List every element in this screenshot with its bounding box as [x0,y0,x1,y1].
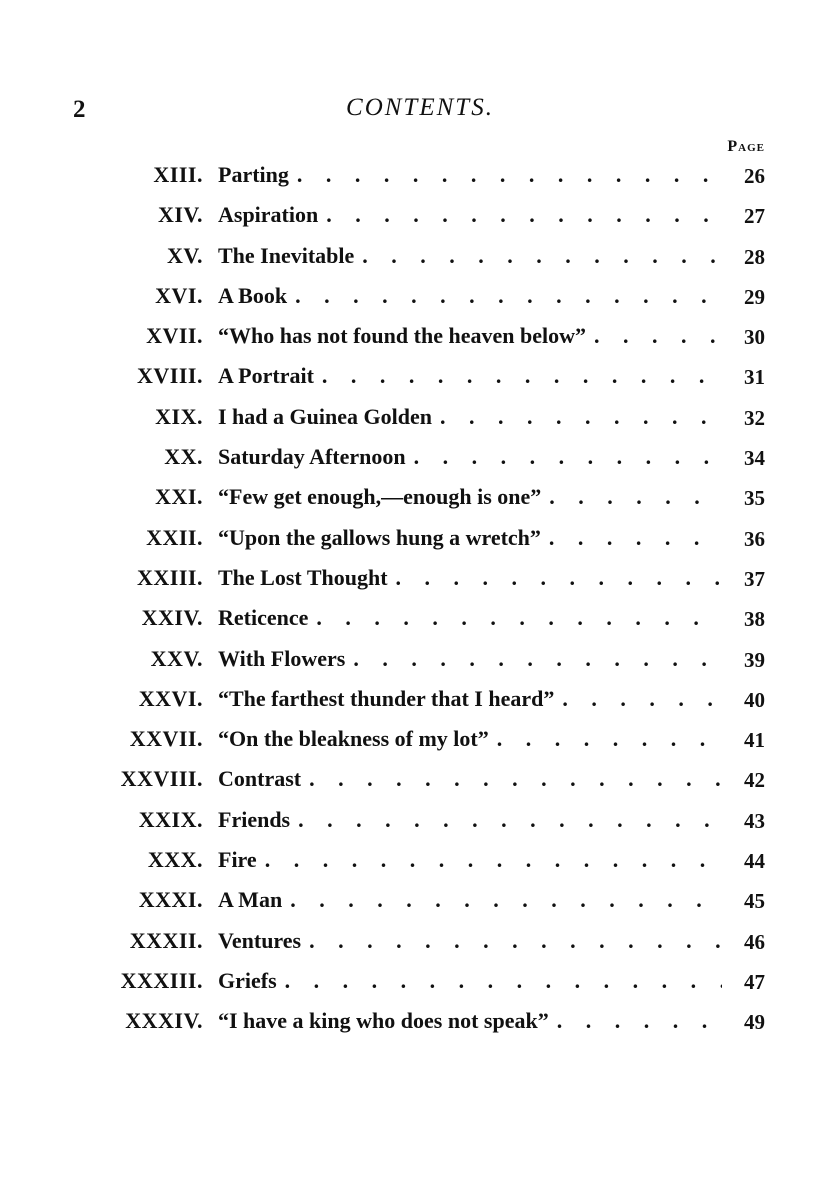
dot-leader [290,887,722,913]
chapter-numeral: XIV. [157,202,203,228]
toc-entry [0,841,840,881]
chapter-title: With Flowers [218,645,346,671]
dot-leader [594,323,722,349]
entry-title-line [218,323,722,349]
toc-entry [0,438,840,478]
page-reference: 42 [744,768,765,793]
table-of-contents [0,156,840,1043]
page-reference: 26 [744,164,765,188]
chapter-numeral: XXII. [146,524,203,550]
entry-title-line [218,847,722,873]
toc-entry [0,237,840,277]
page-reference: 41 [744,728,765,753]
chapter-numeral: XXXII. [129,927,203,953]
chapter-title: “Who has not found the heaven below” [218,323,586,349]
dot-leader [322,363,722,389]
chapter-numeral: XXVII. [129,726,203,752]
chapter-title: “On the bleakness of my lot” [218,726,489,752]
dot-leader [295,283,722,309]
entry-title-line [218,605,722,631]
chapter-numeral: XV. [167,242,203,268]
chapter-title: Aspiration [218,202,319,228]
dot-leader [362,243,722,269]
chapter-numeral: XVI. [155,282,203,308]
entry-title-line [218,766,722,792]
toc-entry [0,559,840,599]
dot-leader [353,646,722,672]
entry-title-line [218,968,722,994]
chapter-title: “Few get enough,—enough is one” [218,484,542,510]
entry-title-line [218,726,722,752]
chapter-title: “The farthest thunder that I heard” [218,685,555,711]
entry-title-line [218,686,722,712]
toc-entry [0,156,840,196]
entry-title-line [218,162,722,188]
chapter-numeral: XXVI. [138,685,203,711]
dot-leader [265,847,722,873]
chapter-title: A Man [218,887,283,913]
entry-title-line [218,363,722,389]
page-reference: 43 [744,808,765,833]
chapter-title: “I have a king who does not speak” [218,1008,549,1034]
dot-leader [297,162,722,188]
chapter-title: Reticence [218,605,309,631]
page-number: 2 [73,96,86,123]
chapter-numeral: XXX. [147,847,203,873]
page-reference: 39 [744,647,765,672]
chapter-numeral: XXXIII. [120,967,203,993]
page-reference: 30 [744,325,765,350]
chapter-title: Contrast [218,766,302,792]
entry-title-line [218,202,722,228]
dot-leader [316,605,722,631]
dot-leader [298,807,722,833]
toc-entry [0,881,840,921]
entry-title-line [218,484,722,510]
page-reference: 45 [744,889,765,914]
dot-leader [497,726,722,752]
page-reference: 40 [744,687,765,712]
toc-entry [0,599,840,639]
chapter-title: A Portrait [218,363,314,389]
page-reference: 32 [744,405,765,430]
toc-entry [0,277,840,317]
toc-entry [0,962,840,1002]
toc-entry [0,519,840,559]
entry-title-line [218,283,722,309]
toc-entry [0,760,840,800]
toc-entry [0,801,840,841]
chapter-title: Saturday Afternoon [218,444,406,470]
toc-entry [0,1002,840,1042]
toc-entry [0,680,840,720]
entry-title-line [218,243,722,269]
toc-entry [0,478,840,518]
chapter-title: “Upon the gallows hung a wretch” [218,524,541,550]
dot-leader [396,565,722,591]
entry-title-line [218,444,722,470]
chapter-numeral: XXIX. [138,806,203,832]
page-reference: 28 [744,244,765,269]
chapter-title: The Inevitable [218,242,355,268]
toc-entry [0,640,840,680]
page-reference: 38 [744,607,765,632]
chapter-title: Parting [218,162,289,187]
toc-entry [0,922,840,962]
entry-title-line [218,525,722,551]
page-reference: 47 [744,969,765,994]
chapter-title: Fire [218,847,257,873]
page-reference: 46 [744,929,765,954]
chapter-numeral: XX. [164,444,203,470]
dot-leader [309,928,722,954]
dot-leader [414,444,722,470]
dot-leader [562,686,722,712]
chapter-title: Friends [218,806,291,832]
entry-title-line [218,807,722,833]
dot-leader [549,484,722,510]
dot-leader [326,202,722,228]
chapter-title: A Book [218,282,288,308]
page-reference: 44 [744,849,765,874]
toc-entry [0,720,840,760]
running-head: CONTENTS. [346,94,494,121]
toc-entry [0,317,840,357]
chapter-numeral: XXXIV. [125,1008,203,1034]
chapter-numeral: XXIII. [137,564,203,590]
dot-leader [309,766,722,792]
page-reference: 35 [744,486,765,511]
chapter-numeral: XXXI. [138,887,203,913]
chapter-title: Griefs [218,967,277,993]
chapter-numeral: XXV. [150,645,203,671]
page-reference: 27 [744,204,765,229]
toc-entry [0,357,840,397]
dot-leader [285,968,722,994]
page-reference: 29 [744,284,765,309]
page-reference: 31 [744,365,765,390]
chapter-title: I had a Guinea Golden [218,403,432,429]
dot-leader [440,404,722,430]
chapter-numeral: XXVIII. [120,766,203,792]
page-reference: 34 [744,446,765,471]
page-reference: 49 [744,1010,765,1035]
dot-leader [549,525,722,551]
chapter-numeral: XIX. [155,403,203,429]
entry-title-line [218,565,722,591]
entry-title-line [218,404,722,430]
dot-leader [557,1008,722,1034]
chapter-numeral: XVIII. [137,363,203,389]
page-column-heading: Page [727,138,765,155]
chapter-title: Ventures [218,927,302,953]
chapter-numeral: XXIV. [141,605,203,631]
entry-title-line [218,887,722,913]
chapter-numeral: XIII. [153,162,203,187]
entry-title-line [218,1008,722,1034]
chapter-numeral: XXI. [155,484,203,510]
entry-title-line [218,928,722,954]
chapter-title: The Lost Thought [218,564,388,590]
toc-entry [0,398,840,438]
page-reference: 36 [744,526,765,551]
toc-entry [0,196,840,236]
page-reference: 37 [744,566,765,591]
entry-title-line [218,646,722,672]
chapter-numeral: XVII. [146,323,203,349]
